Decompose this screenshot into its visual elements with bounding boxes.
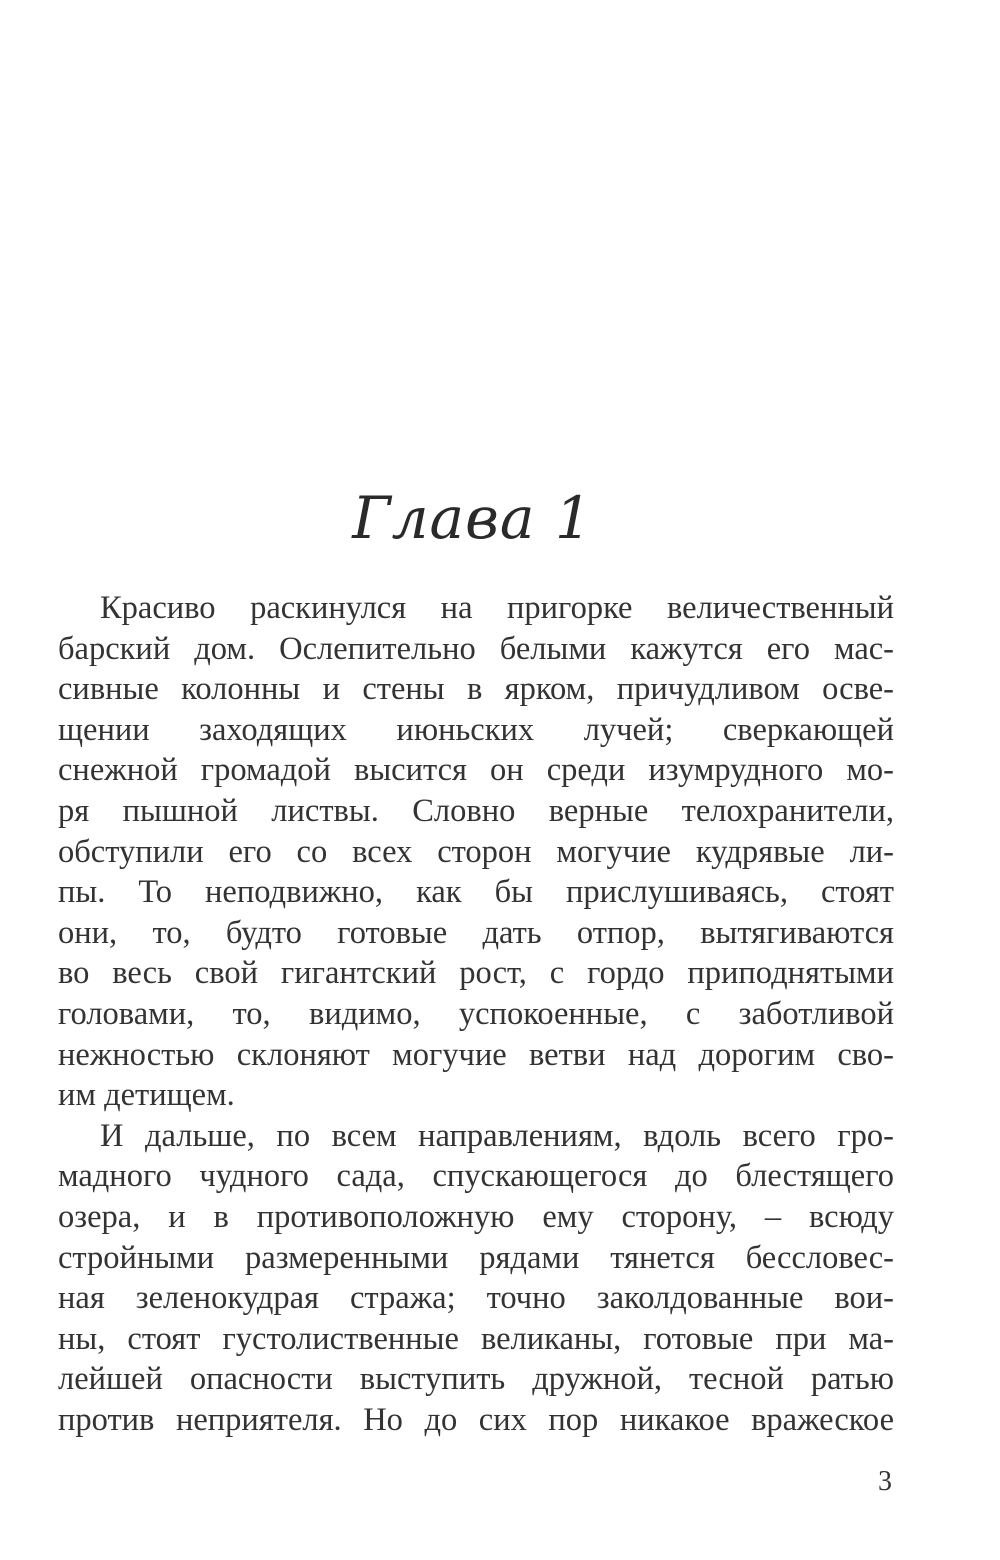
text-line: пы. То неподвижно, как бы прислушиваясь, стоят [58,874,894,911]
text-line: стройными размеренными рядами тянется бессловес- [58,1239,894,1276]
text-line: И дальше, по всем направлениям, вдоль всего гро- [100,1117,894,1154]
text-line: против неприятеля. Но до сих пор никакое вражеское [58,1401,894,1438]
text-line: сивные колонны и стены в ярком, причудливом осве- [58,671,894,708]
body-text [58,588,894,1440]
text-line: мадного чудного сада, спускающегося до блестящего [58,1158,894,1195]
text-line: ная зеленокудрая стража; точно заколдованные вои- [58,1280,894,1317]
text-line: им детищем. [58,1077,235,1114]
text-line: ны, стоят густолиственные великаны, готовые при ма- [58,1320,894,1357]
chapter-title: Глава 1 [352,484,593,552]
text-line: они, то, будто готовые дать отпор, вытягиваются [58,914,894,951]
page-number: 3 [878,1466,892,1497]
text-line: снежной громадой высится он среди изумрудного мо- [58,752,894,789]
text-line: ря пышной листвы. Словно верные телохранители, [58,792,894,829]
text-line: щении заходящих июньских лучей; сверкающей [58,711,894,748]
text-line: озера, и в противоположную ему сторону, – всюду [58,1198,894,1235]
text-line: головами, то, видимо, успокоенные, с заботливой [58,995,894,1032]
text-line: обступили его со всех сторон могучие кудрявые ли- [58,833,894,870]
text-line: лейшей опасности выступить дружной, тесной ратью [58,1361,894,1398]
text-line: во весь свой гигантский рост, с гордо приподнятыми [58,955,894,992]
text-line: нежностью склоняют могучие ветви над дорогим сво- [58,1036,894,1073]
text-line: барский дом. Ослепительно белыми кажутся его мас- [58,630,894,667]
text-line: Красиво раскинулся на пригорке величественный [100,590,894,626]
